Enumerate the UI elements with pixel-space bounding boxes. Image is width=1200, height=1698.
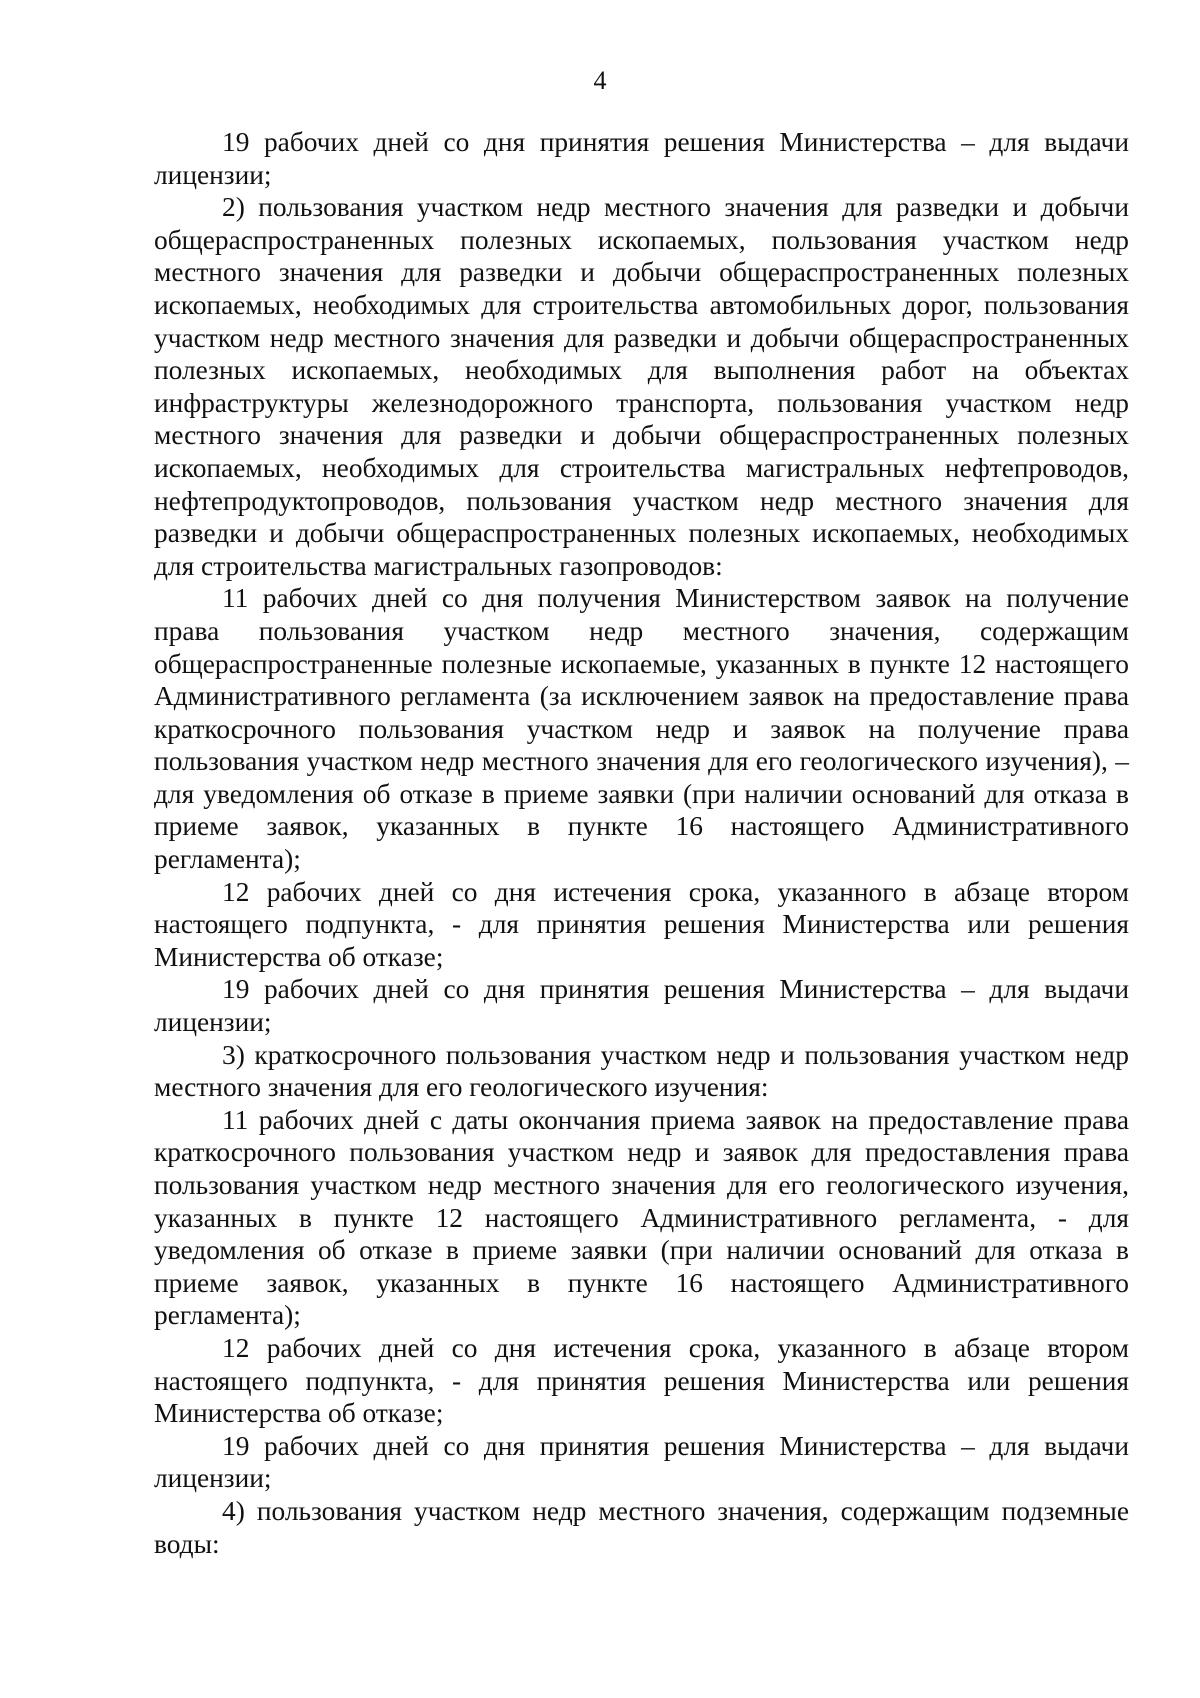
paragraph: 3) краткосрочного пользования участком недр и пользования участком недр местного значения для его геологического изучения: <box>154 1039 1129 1103</box>
paragraph: 19 рабочих дней со дня принятия решения Министерства – для выдачи лицензии; <box>154 127 1129 190</box>
document-body <box>154 126 1129 1560</box>
paragraph: 11 рабочих дней с даты окончания приема заявок на предоставление права краткосрочного пользования участком недр и заявок для предоставления права пользования участком недр местного значения для его геологического изучения, указанных в пункте 12 настоящего Административного регламента, - для уведомления об отказе в приеме заявки (при наличии оснований для отказа в приеме заявок, указанных в пункте 16 настоящего Административного регламента); <box>154 1104 1129 1331</box>
paragraph: 11 рабочих дней со дня получения Министерством заявок на получение права пользования участком недр местного значения, содержащим общераспространенные полезные ископаемые, указанных в пункте 12 настоящего Административного регламента (за исключением заявок на предоставление права краткосрочного пользования участком недр и заявок на получение права пользования участком недр местного значения для его геологического изучения), – для уведомления об отказе в приеме заявки (при наличии оснований для отказа в приеме заявок, указанных в пункте 16 настоящего Административного регламента); <box>154 583 1129 875</box>
paragraph: 12 рабочих дней со дня истечения срока, указанного в абзаце втором настоящего подпункта, - для принятия решения Министерства или решения Министерства об отказе; <box>154 876 1129 972</box>
paragraph: 19 рабочих дней со дня принятия решения Министерства – для выдачи лицензии; <box>154 1430 1129 1494</box>
paragraph: 12 рабочих дней со дня истечения срока, указанного в абзаце втором настоящего подпункта, - для принятия решения Министерства или решения Министерства об отказе; <box>154 1332 1129 1429</box>
paragraph: 19 рабочих дней со дня принятия решения Министерства – для выдачи лицензии; <box>154 974 1129 1038</box>
paragraph: 2) пользования участком недр местного значения для разведки и добычи общераспространенных полезных ископаемых, пользования участком недр местного значения для разведки и добычи общераспространенных полезных ископаемых, необходимых для строительства автомобильных дорог, пользования участком недр местного значения для разведки и добычи общераспространенных полезных ископаемых, необходимых для выполнения работ на объектах инфраструктуры железнодорожного транспорта, пользования участком недр местного значения для разведки и добычи общераспространенных полезных ископаемых, необходимых для строительства магистральных нефтепроводов, нефтепродуктопроводов, пользования участком недр местного значения для разведки и добычи общераспространенных полезных ископаемых, необходимых для строительства магистральных газопроводов: <box>154 192 1129 581</box>
page-number: 4 <box>593 66 607 95</box>
paragraph: 4) пользования участком недр местного значения, содержащим подземные воды: <box>154 1495 1129 1559</box>
